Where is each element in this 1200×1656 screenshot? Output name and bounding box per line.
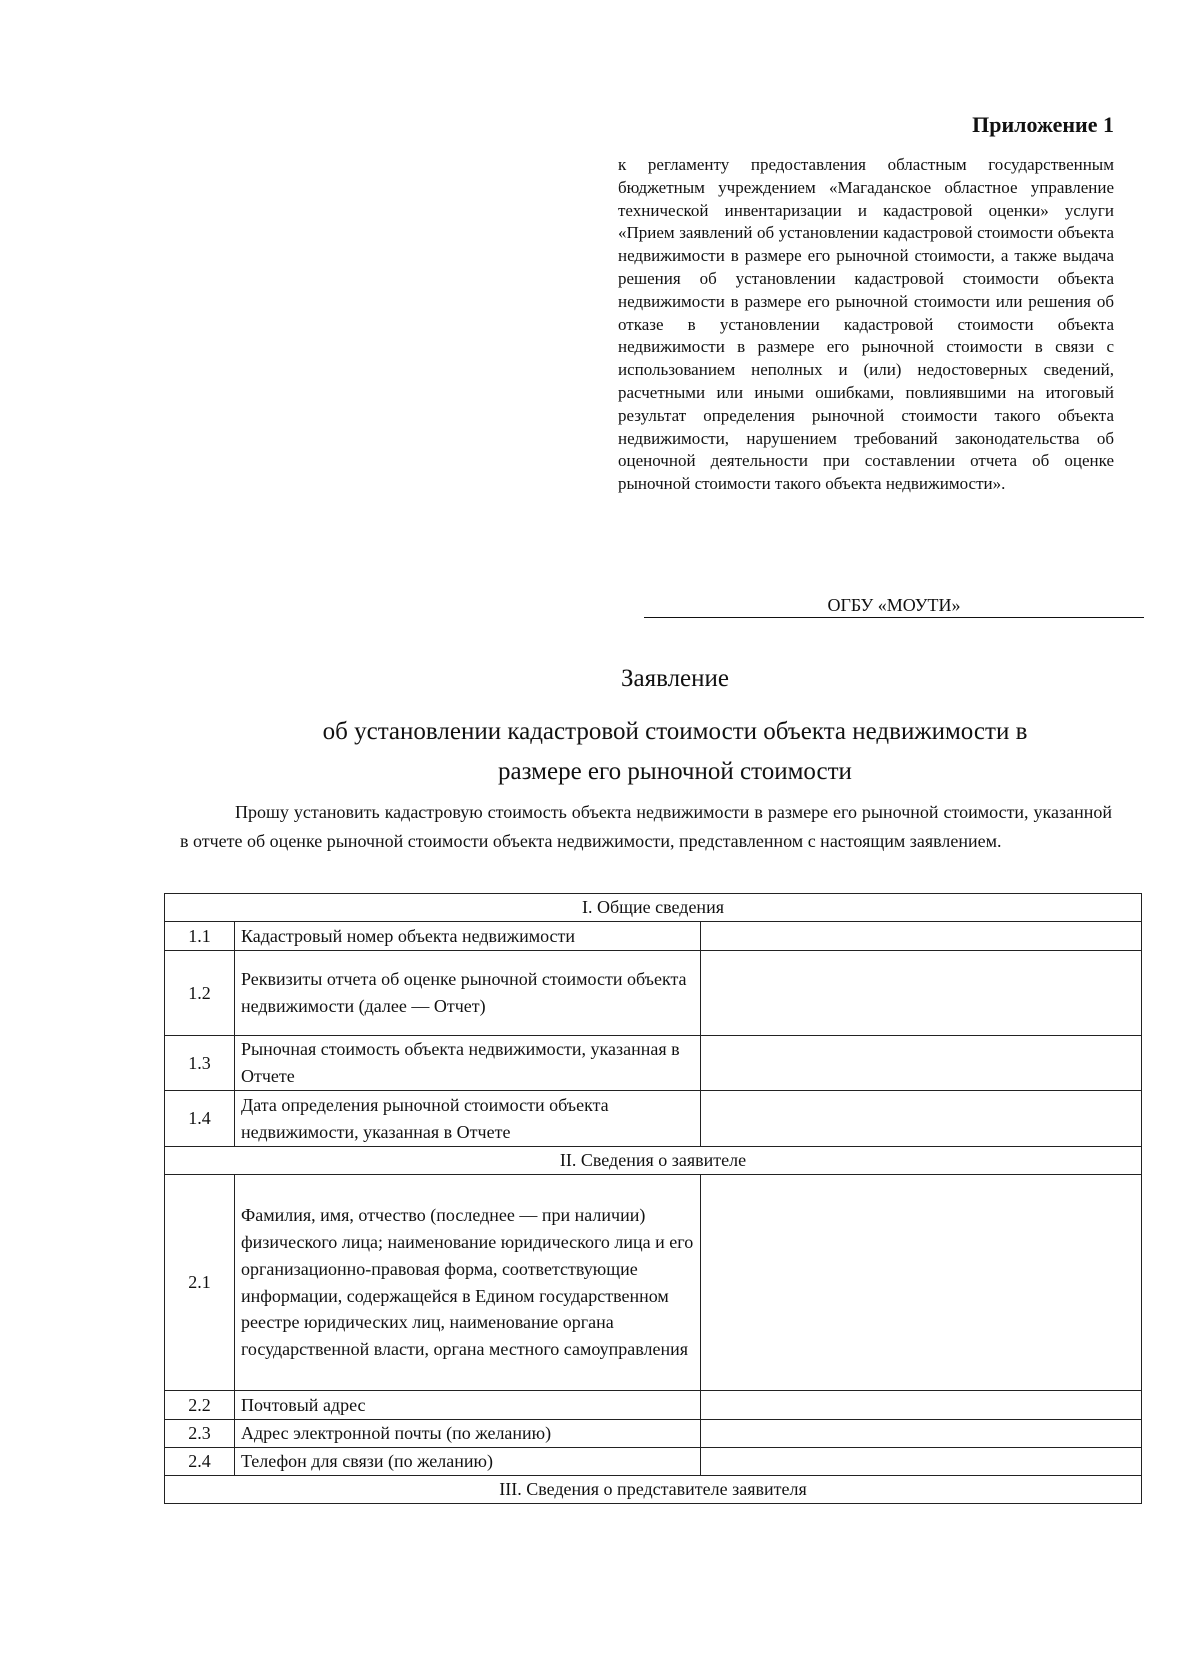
row-label: Почтовый адрес	[235, 1391, 701, 1420]
table-row	[165, 1448, 1142, 1476]
section-header-row	[165, 1147, 1142, 1175]
row-number: 2.2	[165, 1391, 235, 1420]
table-row	[165, 951, 1142, 1036]
row-label: Фамилия, имя, отчество (последнее — при наличии) физического лица; наименование юридического лица и его организационно-правовая форма, соответствующие информации, содержащейся в Едином государственном реестре юридических лиц, наименование органа государственной власти, органа местного самоуправления	[235, 1175, 701, 1391]
report-details-field[interactable]	[701, 951, 1142, 1036]
row-number: 1.4	[165, 1091, 235, 1147]
document-subtitle	[240, 712, 1110, 792]
section-title-representative: III. Сведения о представителе заявителя	[165, 1476, 1142, 1504]
table-row	[165, 1420, 1142, 1448]
document-subtitle-line: размере его рыночной стоимости	[498, 758, 852, 785]
applicant-name-field[interactable]	[701, 1175, 1142, 1391]
row-number: 2.4	[165, 1448, 235, 1476]
row-number: 1.3	[165, 1036, 235, 1091]
row-number: 2.1	[165, 1175, 235, 1391]
row-label: Дата определения рыночной стоимости объекта недвижимости, указанная в Отчете	[235, 1091, 701, 1147]
appendix-title: Приложение 1	[972, 112, 1114, 137]
table-row	[165, 1391, 1142, 1420]
document-subtitle-line: об установлении кадастровой стоимости объекта недвижимости в	[322, 718, 1028, 745]
document-title: Заявление	[620, 665, 730, 692]
table-row	[165, 922, 1142, 951]
phone-field[interactable]	[701, 1448, 1142, 1476]
section-title-applicant: II. Сведения о заявителе	[165, 1147, 1142, 1175]
row-label: Адрес электронной почты (по желанию)	[235, 1420, 701, 1448]
recipient-organization: ОГБУ «МОУТИ»	[644, 593, 1144, 618]
application-form-table	[164, 893, 1142, 1504]
row-label: Кадастровый номер объекта недвижимости	[235, 922, 701, 951]
appendix-text: к регламенту предоставления областным государственным бюджетным учреждением «Магаданское областное управление технической инвентаризации и кадастровой оценки» услуги «Прием заявлений об установлении кадастровой стоимости объекта недвижимости в размере его рыночной стоимости, а также выдача решения об установлении кадастровой стоимости объекта недвижимости в размере его рыночной стоимости или решения об отказе в установлении кадастровой стоимости объекта недвижимости в размере его рыночной стоимости в связи с использованием неполных и (или) недостоверных сведений, расчетными или иными ошибками, повлиявшими на итоговый результат определения рыночной стоимости такого объекта недвижимости, нарушением требований законодательства об оценочной деятельности при составлении отчета об оценке рыночной стоимости такого объекта недвижимости».	[618, 155, 1114, 494]
section-title-general: I. Общие сведения	[165, 894, 1142, 922]
cadastral-number-field[interactable]	[701, 922, 1142, 951]
valuation-date-field[interactable]	[701, 1091, 1142, 1147]
row-label: Телефон для связи (по желанию)	[235, 1448, 701, 1476]
intro-paragraph: Прошу установить кадастровую стоимость объекта недвижимости в размере его рыночной стоимости, указанной в отчете об оценке рыночной стоимости объекта недвижимости, представленном с настоящим заявлением.	[180, 802, 1112, 851]
row-label: Реквизиты отчета об оценке рыночной стоимости объекта недвижимости (далее — Отчет)	[235, 951, 701, 1036]
table-row	[165, 1036, 1142, 1091]
row-number: 1.2	[165, 951, 235, 1036]
section-header-row	[165, 894, 1142, 922]
table-row	[165, 1091, 1142, 1147]
email-field[interactable]	[701, 1420, 1142, 1448]
row-number: 1.1	[165, 922, 235, 951]
section-header-row	[165, 1476, 1142, 1504]
row-number: 2.3	[165, 1420, 235, 1448]
row-label: Рыночная стоимость объекта недвижимости, указанная в Отчете	[235, 1036, 701, 1091]
table-row	[165, 1175, 1142, 1391]
postal-address-field[interactable]	[701, 1391, 1142, 1420]
market-value-field[interactable]	[701, 1036, 1142, 1091]
